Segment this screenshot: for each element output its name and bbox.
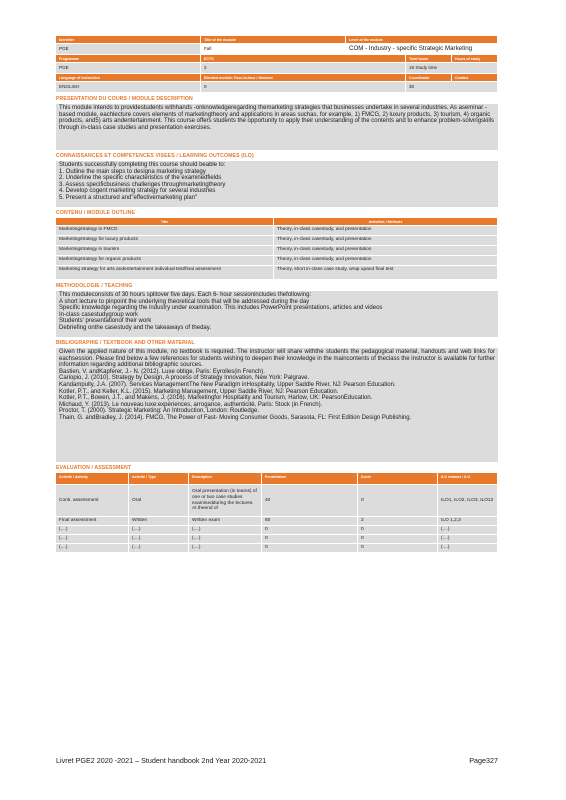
outline-row [56,246,498,256]
header-values-1 [56,44,498,55]
outline-row [56,226,498,236]
methodology-line: In-class casestudygroup work [59,311,139,318]
blended-value: 0 [201,82,406,93]
outline-activity: Theory, in-class casestudy, and presentation [274,256,498,266]
evaluation-cell: 0 [358,485,438,517]
header-values-2 [56,63,498,74]
evaluation-col-header: ILO évalués / ILO [438,473,498,485]
evaluation-row [56,485,498,517]
outline-header-row [56,218,498,226]
ects-value: 2 [201,63,406,74]
methodology-line: Students' presentationof their work [59,318,152,325]
header-row-2 [56,55,498,63]
methodology-line: Specific knowledge regarding the industry under examination. This includes PowerPoint presentations, articles and videos [59,305,383,312]
evaluation-cell: 0 [358,544,438,553]
bibliography-heading: BIBLIOGRAPHIE / TEXTBOOK AND OTHER MATERIAL [56,340,195,346]
evaluation-cell: Written [129,517,189,526]
page-footer [56,756,498,765]
bibliography-ref: Cariopio, J. (2010). Strategy by Design, A process of Strategy Innovation, New York: Palgrave. [59,375,310,382]
evaluation-cell: Final assessment [56,517,129,526]
outline-title: Marketing strategy for arts andentertainment individual test/final assessment [56,266,274,280]
programme-value: PGE [56,63,201,74]
evaluation-cell: 2 [358,517,438,526]
evaluation-cell: (....) [129,526,189,535]
outcomes-list [56,161,498,207]
outline-activity: Theory, in-class casestudy, and presentation [274,226,498,236]
evaluation-cell: 0 [262,544,358,553]
evaluation-header-row [56,473,498,485]
methodology-line: Debriefing onthe casestudy and the takeaways of theday. [59,324,211,331]
outline-table [56,218,498,280]
header-label: Title of the module [201,36,346,44]
outline-row [56,266,498,280]
evaluation-col-header: Pondération [262,473,358,485]
outcomes-heading: CONNAISSANCES ET COMPETENCES VISEES / LEARNING OUTCOMES (ILO) [56,153,254,159]
header-row-1 [56,36,498,44]
evaluation-heading: EVALUATION / ASSESSMENT [56,465,132,471]
language-value: ENGLISH [56,82,201,93]
header-values-3 [56,82,498,93]
header-label: Total hours [406,55,452,63]
evaluation-col-header: Description [189,473,262,485]
evaluation-col-header: Activité / Activity [56,473,129,485]
outline-title: Marketingstrategy in tourism [56,246,274,256]
outcome-line: Students successfully completing this course should beable to: [59,162,226,168]
evaluation-cell: (....) [129,535,189,544]
evaluation-col-header: Durée [358,473,438,485]
methodology-line: A short lecture to pinpoint the underlying theoretical tools that will be addressed during the day [59,298,310,305]
bibliography-ref: Thain, G. andBradley, J. (2014). FMCG, The Power of Fast- Moving Consumer Goods, Sarasota, FL: First Edition Design Publishing. [59,414,412,421]
outline-title: Marketingstrategy in FMCG [56,226,274,236]
evaluation-cell: (....) [189,526,262,535]
evaluation-cell: 0 [358,526,438,535]
methodology-heading: METHODOLOGIE / TEACHING [56,283,133,289]
evaluation-cell: (....) [438,526,498,535]
bibliography-ref: Kotler, P.T., Bowen, J.T., and Makens, J. (2016). Marketingfor Hospitality and Tourism, Harlow, UK: PearsonEducation. [59,395,373,402]
footer-handbook-title: Livret PGE2 2020 -2021 – Student handbook 2nd Year 2020-2021 [56,756,267,765]
outline-col-activity: Activities / Methods [274,218,498,226]
presentation-text: This module intends to providestudents withhands -onknowledgeregarding themarketing strategies that businesses undertake in several industries. As aseminar - based module, eachlecture covers elements of marketingtheory and applications in areas suchas, for example, 1) FMCG, 2) luxury products, 3) tourism, 4) organic products, and5) arts andentertainment. This course offers students the opportunity to apply their understanding of the contents and to enhance problem-solvingskills through in-class case studies and presentation exercises. [56,104,498,150]
evaluation-cell: (....) [438,535,498,544]
outline-row [56,256,498,266]
outline-activity: Theory, in-class casestudy, and presentation [274,236,498,246]
hours-value: 18 Study time [406,63,498,74]
outline-activity: Theory, in-class casestudy, and presentation [274,246,498,256]
outline-title: Marketingstrategy for luxury products [56,236,274,246]
bibliography-ref: Proctor, T. (2000). Strategic Marketing: An Introduction, London: Routledge. [59,408,260,415]
module-sheet [56,36,498,553]
header-label: ECTS [201,55,406,63]
outcome-line: 5. Present a structured and"effectivemarketing plan" [59,194,198,201]
evaluation-cell: 0 [262,526,358,535]
bibliography-ref: Michaud, Y. (2013). Le nouveau luxe:expériences, arrogance, authenticité, Paris: Stock (in French). [59,401,323,408]
evaluation-cell: Oral [129,485,189,517]
evaluation-cell: ILO1, ILO2, ILO3, ILO12 [438,485,498,517]
header-label: Identifier [56,36,201,44]
methodology-line: This moduleconsists of 30 hours splitover five days. Each 6- hour sessionincludes thefollowing: [59,292,312,298]
evaluation-row [56,526,498,535]
header-label: Programme [56,55,201,63]
evaluation-cell: 60 [262,517,358,526]
header-label: Blended module: Face-to-face / distance [201,74,406,82]
header-label: Hours of study [452,55,498,63]
outline-row [56,236,498,246]
outcome-line: 4. Develop cogent marketing strategy for several industries [59,188,216,195]
outcome-line: 2. Underline the specific characteristics of the examinedfields [59,175,222,182]
evaluation-cell: (....) [56,535,129,544]
evaluation-row [56,535,498,544]
bibliography-ref: Kandampully, J.A. (2007). Services ManagementThe New Paradigm inHospitality, Upper Saddle River, NJ: Pearson Education. [59,381,396,388]
header-label: Contact [452,74,498,82]
presentation-heading: PRESENTATION DU COURS / MODULE DESCRIPTION [56,96,193,102]
header-label: Language of instruction [56,74,201,82]
bibliography-ref: Kotler, P.T., and Keller, K.L. (2015). Marketing Management, Upper Saddle River, NJ: Pearson Education. [59,388,339,395]
evaluation-cell: Conti. assessment [56,485,129,517]
evaluation-cell: (....) [56,526,129,535]
bibliography-text [56,348,498,462]
evaluation-row [56,544,498,553]
evaluation-cell: (....) [129,544,189,553]
evaluation-cell: Oral presentation (in teams) of one or two case studies examinedduring the lectures. At theend of [189,485,262,517]
evaluation-cell: ILO 1,2,3 [438,517,498,526]
evaluation-cell: 0 [262,535,358,544]
contact-value: 30 [406,82,498,93]
header-row-3 [56,74,498,82]
evaluation-cell: Written exam [189,517,262,526]
evaluation-col-header: Activité / Type [129,473,189,485]
evaluation-cell: (....) [56,544,129,553]
header-label: Coordinator [406,74,452,82]
evaluation-row [56,517,498,526]
evaluation-cell: 40 [262,485,358,517]
outline-heading: CONTENU / MODULE OUTLINE [56,210,136,216]
header-label: Level of the module [346,36,498,44]
outcome-line: 3. Assess specificbusiness challenges throughmarketingtheory [59,181,226,188]
title-value: Fall [201,44,346,55]
evaluation-table [56,473,498,553]
evaluation-cell: (....) [189,544,262,553]
identifier-value: PGE [56,44,201,55]
bibliography-intro: Given the applied nature of this module, no textbook is required. The instructor will share withthe students the pedagogical material, handouts and web links for eachsession. Please find below a few references for students wishing to deepen their knowledge in the maincontents of theclass the instructor is available for further information regarding additional bibliographic sources. [59,349,495,369]
bibliography-ref: Bastien, V. andKapferer, J.- N. (2012). Luxe oblige, Paris: Eyrolles(in French). [59,368,265,375]
outline-col-title: Title [56,218,274,226]
evaluation-cell: (....) [189,535,262,544]
outline-title: Marketingstrategy for organic products [56,256,274,266]
outline-activity: Theory, short in-class case study, wrap upand final test [274,266,498,280]
methodology-text [56,291,498,337]
evaluation-cell: (....) [438,544,498,553]
outcome-line: 1. Outline the main steps to designa marketing strategy [59,168,206,175]
evaluation-cell: 0 [358,535,438,544]
level-value: COM - Industry - specific Strategic Marketing [346,44,498,55]
page-number: Page327 [469,756,498,765]
